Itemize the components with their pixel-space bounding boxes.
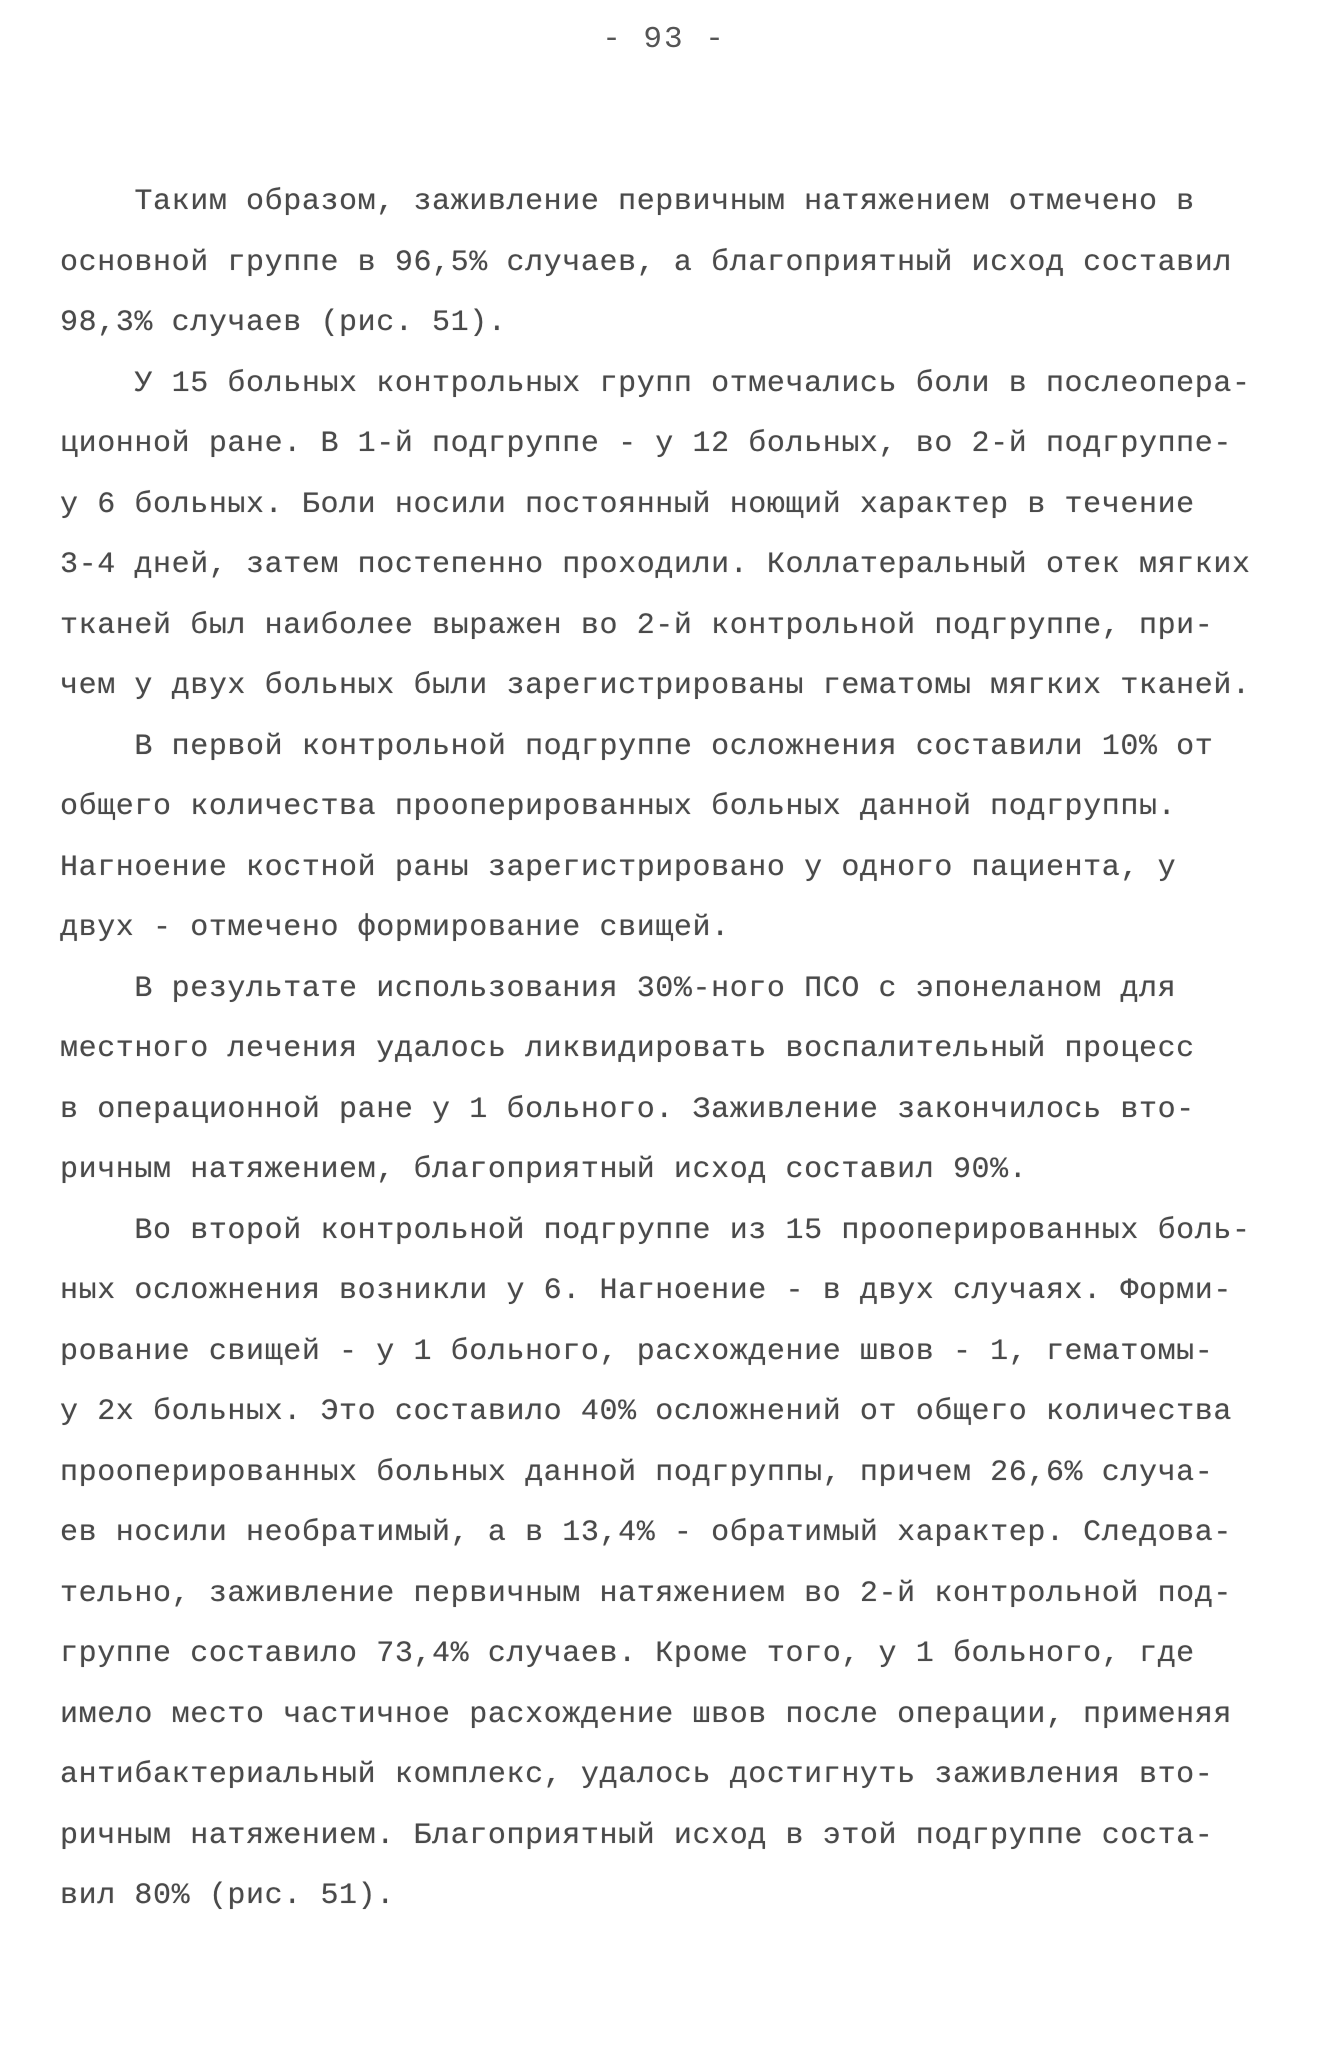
text-line: Во второй контрольной подгруппе из 15 прооперированных боль- (60, 1213, 1251, 1248)
text-line: группе составило 73,4% случаев. Кроме того, у 1 больного, где (60, 1637, 1195, 1671)
text-line: прооперированных больных данной подгруппы, причем 26,6% случа- (60, 1455, 1214, 1490)
page-number: - 93 - (602, 22, 726, 57)
text-line: У 15 больных контрольных групп отмечались боли в послеопера- (60, 366, 1251, 401)
text-line: рование свищей - у 1 больного, расхождение швов - 1, гематомы- (60, 1334, 1214, 1369)
text-line: 98,3% случаев (рис. 51). (60, 306, 507, 340)
text-line: антибактериальный комплекс, удалось достигнуть заживления вто- (60, 1758, 1214, 1792)
paragraph (60, 717, 1270, 959)
paragraph (60, 959, 1270, 1201)
text-line: ев носили необратимый, а в 13,4% - обратимый характер. Следова- (60, 1516, 1232, 1550)
text-line: чем у двух больных были зарегистрированы гематомы мягких тканей. (60, 669, 1251, 703)
text-line: 3-4 дней, затем постепенно проходили. Коллатеральный отек мягких (60, 548, 1251, 582)
text-line: местного лечения удалось ликвидировать воспалительный процесс (60, 1032, 1195, 1066)
text-line: Таким образом, заживление первичным натяжением отмечено в (60, 185, 1195, 219)
text-line: ричным натяжением, благоприятный исход составил 90%. (60, 1153, 1028, 1187)
text-line: вил 80% (рис. 51). (60, 1879, 395, 1913)
text-line: у 2х больных. Это составило 40% осложнений от общего количества (60, 1395, 1232, 1429)
paragraph (60, 1201, 1270, 1927)
text-line: общего количества прооперированных больных данной подгруппы. (60, 790, 1177, 824)
text-line: тельно, заживление первичным натяжением во 2-й контрольной под- (60, 1576, 1232, 1611)
paragraph (60, 172, 1270, 354)
text-line: ных осложнения возникли у 6. Нагноение - в двух случаях. Форми- (60, 1274, 1232, 1308)
text-line: В результате использования 30%-ного ПСО с эпонеланом для (60, 971, 1177, 1006)
text-line: ричным натяжением. Благоприятный исход в этой подгруппе соста- (60, 1818, 1214, 1853)
body-text (60, 172, 1270, 1927)
text-line: ционной ране. В 1-й подгруппе - у 12 больных, во 2-й подгруппе- (60, 427, 1232, 461)
text-line: у 6 больных. Боли носили постоянный ноющий характер в течение (60, 487, 1195, 522)
text-line: в операционной ране у 1 больного. Заживление закончилось вто- (60, 1092, 1195, 1127)
text-line: имело место частичное расхождение швов после операции, применяя (60, 1697, 1232, 1732)
text-line: тканей был наиболее выражен во 2-й контрольной подгруппе, при- (60, 608, 1214, 643)
text-line: основной группе в 96,5% случаев, а благоприятный исход составил (60, 245, 1232, 280)
paragraph (60, 354, 1270, 717)
text-line: двух - отмечено формирование свищей. (60, 911, 730, 945)
text-line: Нагноение костной раны зарегистрировано у одного пациента, у (60, 850, 1177, 885)
text-line: В первой контрольной подгруппе осложнения составили 10% от (60, 729, 1214, 764)
